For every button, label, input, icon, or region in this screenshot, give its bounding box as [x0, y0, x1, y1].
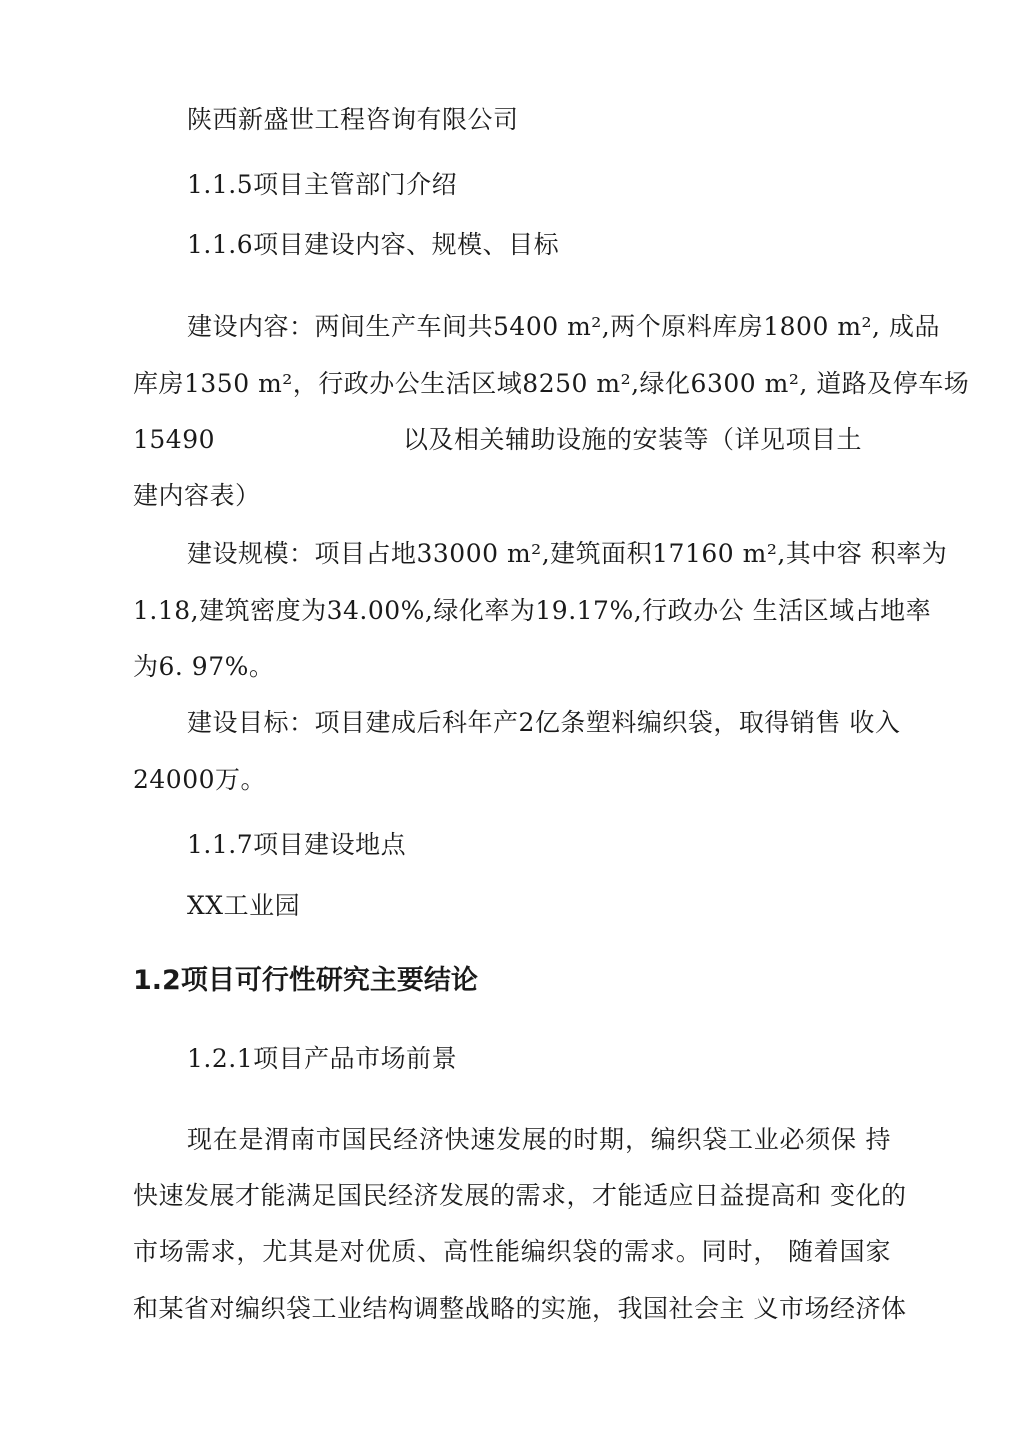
paragraph-line: 1.18,建筑密度为34.00%,绿化率为19.17%,行政办公 生活区域占地率 [133, 596, 932, 625]
heading-1-2: 1.2项目可行性研究主要结论 [133, 965, 478, 996]
paragraph-line: 为6. 97%。 [133, 652, 275, 681]
paragraph-line: 24000万。 [133, 765, 267, 794]
company-name: 陕西新盛世工程咨询有限公司 [187, 105, 519, 134]
paragraph-line: 建设规模：项目占地33000 m²,建筑面积17160 m²,其中容 积率为 [187, 539, 948, 568]
paragraph-line: 现在是渭南市国民经济快速发展的时期，编织袋工业必须保 持 [187, 1125, 891, 1154]
paragraph-line: 快速发展才能满足国民经济发展的需求，才能适应日益提高和 变化的 [133, 1181, 907, 1210]
paragraph-line: 库房1350 m²，行政办公生活区域8250 m²,绿化6300 m², 道路及停车场 [133, 369, 970, 398]
paragraph-line: 建设内容：两间生产车间共5400 m²,两个原料库房1800 m², 成品 [187, 312, 940, 341]
paragraph-line: 和某省对编织袋工业结构调整战略的实施，我国社会主 义市场经济体 [133, 1294, 907, 1323]
paragraph-line: 市场需求，尤其是对优质、高性能编织袋的需求。同时， 随着国家 [133, 1237, 891, 1266]
section-1-2-1: 1.2.1项目产品市场前景 [187, 1044, 458, 1073]
paragraph-line-right: 以及相关辅助设施的安装等（详见项目土 [403, 425, 863, 454]
paragraph-line-left: 15490 [133, 425, 216, 454]
section-1-1-7: 1.1.7项目建设地点 [187, 830, 407, 859]
section-1-1-6: 1.1.6项目建设内容、规模、目标 [187, 230, 560, 259]
location-text: XX工业园 [187, 891, 301, 920]
section-1-1-5: 1.1.5项目主管部门介绍 [187, 170, 458, 199]
paragraph-line: 建设目标：项目建成后科年产2亿条塑料编织袋，取得销售 收入 [187, 708, 901, 737]
paragraph-line: 建内容表） [133, 481, 261, 510]
